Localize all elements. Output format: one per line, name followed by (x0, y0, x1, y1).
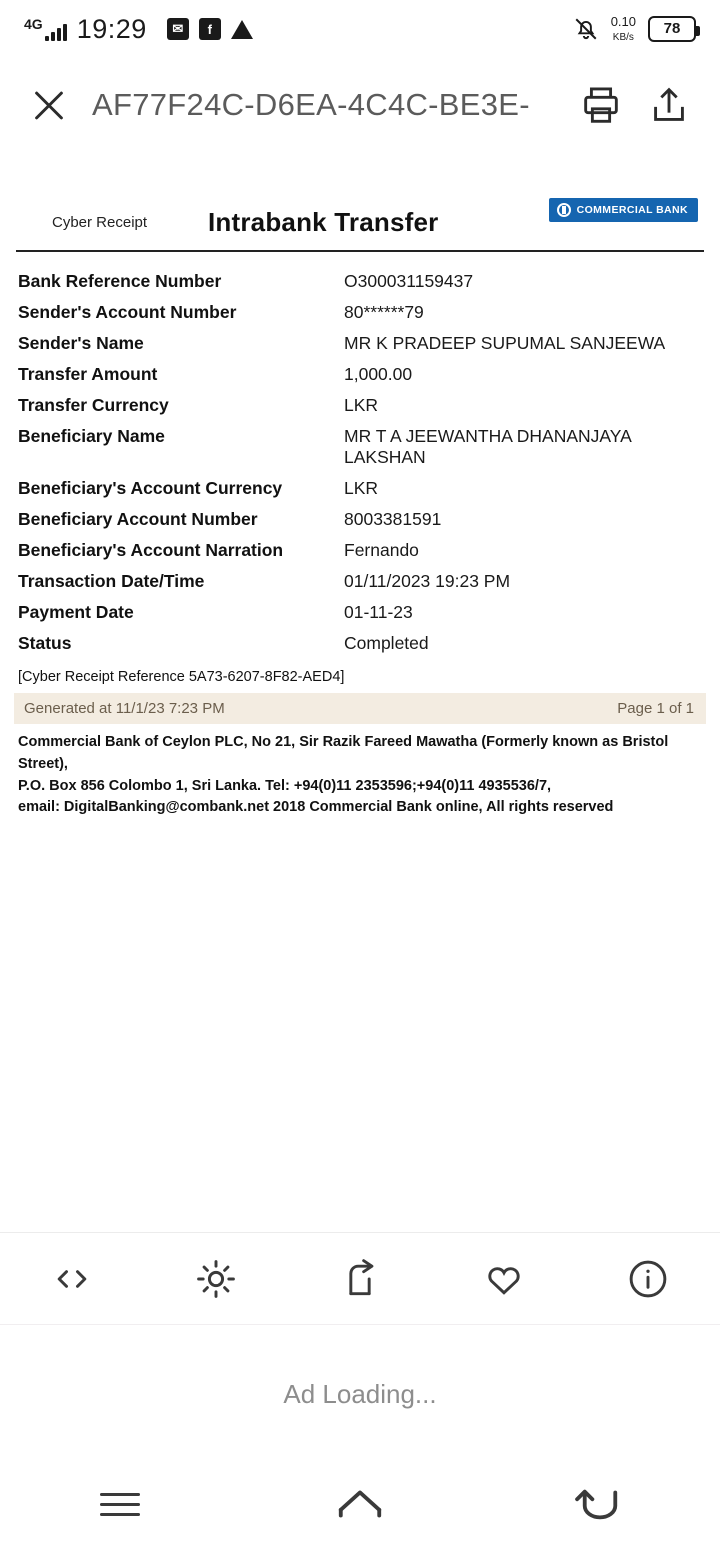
table-row (14, 328, 706, 359)
field-label: Sender's Account Number (18, 302, 237, 322)
receipt-fields-table (14, 266, 706, 659)
home-icon[interactable] (315, 1476, 405, 1532)
battery-indicator: 78 (648, 16, 696, 42)
status-bar (0, 0, 720, 58)
field-value: Completed (344, 633, 429, 653)
share-icon[interactable] (646, 82, 692, 128)
bank-logo-text: COMMERCIAL BANK (576, 204, 688, 216)
field-label: Payment Date (18, 602, 134, 622)
field-label: Beneficiary's Account Currency (18, 478, 283, 498)
generated-at-text: Generated at 11/1/23 7:23 PM (24, 700, 225, 717)
table-row (14, 566, 706, 597)
field-label: Beneficiary Account Number (18, 509, 258, 529)
field-value: LKR (344, 478, 379, 498)
field-value: 8003381591 (344, 509, 442, 529)
footer-line-3: email: DigitalBanking@combank.net 2018 Commercial Bank online, All rights reserved (18, 799, 614, 816)
page-indicator: Page 1 of 1 (617, 700, 694, 717)
generated-bar (14, 693, 706, 724)
view-source-button[interactable] (32, 1249, 112, 1309)
table-row (14, 504, 706, 535)
signal-indicator (24, 17, 67, 41)
app-bar (0, 58, 720, 152)
field-value: 01/11/2023 19:23 PM (344, 571, 511, 591)
system-nav-bar (0, 1464, 720, 1544)
field-label: Transaction Date/Time (18, 571, 205, 591)
table-row (14, 421, 706, 473)
brightness-button[interactable] (176, 1249, 256, 1309)
status-bar-right (573, 15, 696, 43)
table-row (14, 473, 706, 504)
warning-triangle-icon (231, 20, 253, 39)
receipt-header (14, 192, 706, 248)
data-speed-indicator (611, 15, 636, 43)
status-bar-left (24, 14, 253, 45)
data-speed-unit: KB/s (612, 31, 634, 43)
table-row (14, 628, 706, 659)
table-row (14, 359, 706, 390)
status-bar-clock: 19:29 (76, 13, 147, 44)
receipt-footer (14, 724, 706, 819)
field-label: Beneficiary Name (18, 426, 165, 446)
footer-line-1: Commercial Bank of Ceylon PLC, No 21, Sir Razik Fareed Mawatha (Formerly known as Bristol Street), (18, 734, 669, 772)
table-row (14, 297, 706, 328)
bank-logo (549, 198, 698, 222)
favorite-button[interactable] (464, 1249, 544, 1309)
cyber-receipt-reference: [Cyber Receipt Reference 5A73-6207-8F82-AED4] (18, 669, 345, 685)
field-label: Beneficiary's Account Narration (18, 540, 284, 560)
print-icon[interactable] (578, 82, 624, 128)
table-row (14, 390, 706, 421)
export-button[interactable] (320, 1249, 400, 1309)
receipt-tag: Cyber Receipt (52, 213, 148, 231)
field-value: Fernando (344, 540, 419, 560)
table-row (14, 535, 706, 566)
footer-line-2: P.O. Box 856 Colombo 1, Sri Lanka. Tel: +94(0)11 2353596;+94(0)11 4935536/7, (18, 777, 552, 794)
receipt-page (14, 192, 706, 819)
network-type-label: 4G (24, 16, 43, 32)
viewer-toolbar (0, 1232, 720, 1324)
field-label: Bank Reference Number (18, 271, 222, 291)
field-value: 1,000.00 (344, 364, 413, 384)
message-icon: ✉ (167, 18, 189, 40)
notification-muted-icon (573, 16, 599, 42)
table-row (14, 266, 706, 297)
field-value: LKR (344, 395, 379, 415)
signal-bars-icon (45, 23, 67, 41)
status-bar-notification-icons (167, 18, 253, 40)
field-label: Status (18, 633, 72, 653)
data-speed-value: 0.10 (610, 13, 636, 29)
field-label: Transfer Currency (18, 395, 169, 415)
field-value: 80******79 (344, 302, 424, 322)
recents-lines (100, 1486, 140, 1523)
receipt-title: Intrabank Transfer (208, 206, 439, 237)
close-icon[interactable] (28, 84, 70, 126)
field-value: MR K PRADEEP SUPUMAL SANJEEWA (344, 333, 666, 353)
header-divider (16, 250, 704, 252)
info-button[interactable] (608, 1249, 688, 1309)
field-label: Transfer Amount (18, 364, 158, 384)
document-title: AF77F24C-D6EA-4C4C-BE3E- (92, 87, 530, 122)
field-label: Sender's Name (18, 333, 144, 353)
facebook-icon: f (199, 18, 221, 40)
ad-loading-text: Ad Loading... (283, 1379, 437, 1409)
field-value: MR T A JEEWANTHA DHANANJAYA LAKSHAN (344, 426, 631, 467)
back-icon[interactable] (555, 1476, 645, 1532)
recents-icon[interactable] (75, 1476, 165, 1532)
document-viewer[interactable] (0, 152, 720, 1232)
field-value: 01-11-23 (344, 602, 413, 622)
ad-banner[interactable] (0, 1324, 720, 1464)
bank-logo-mark-icon (557, 203, 571, 217)
field-value: O300031159437 (344, 271, 474, 291)
table-row (14, 597, 706, 628)
